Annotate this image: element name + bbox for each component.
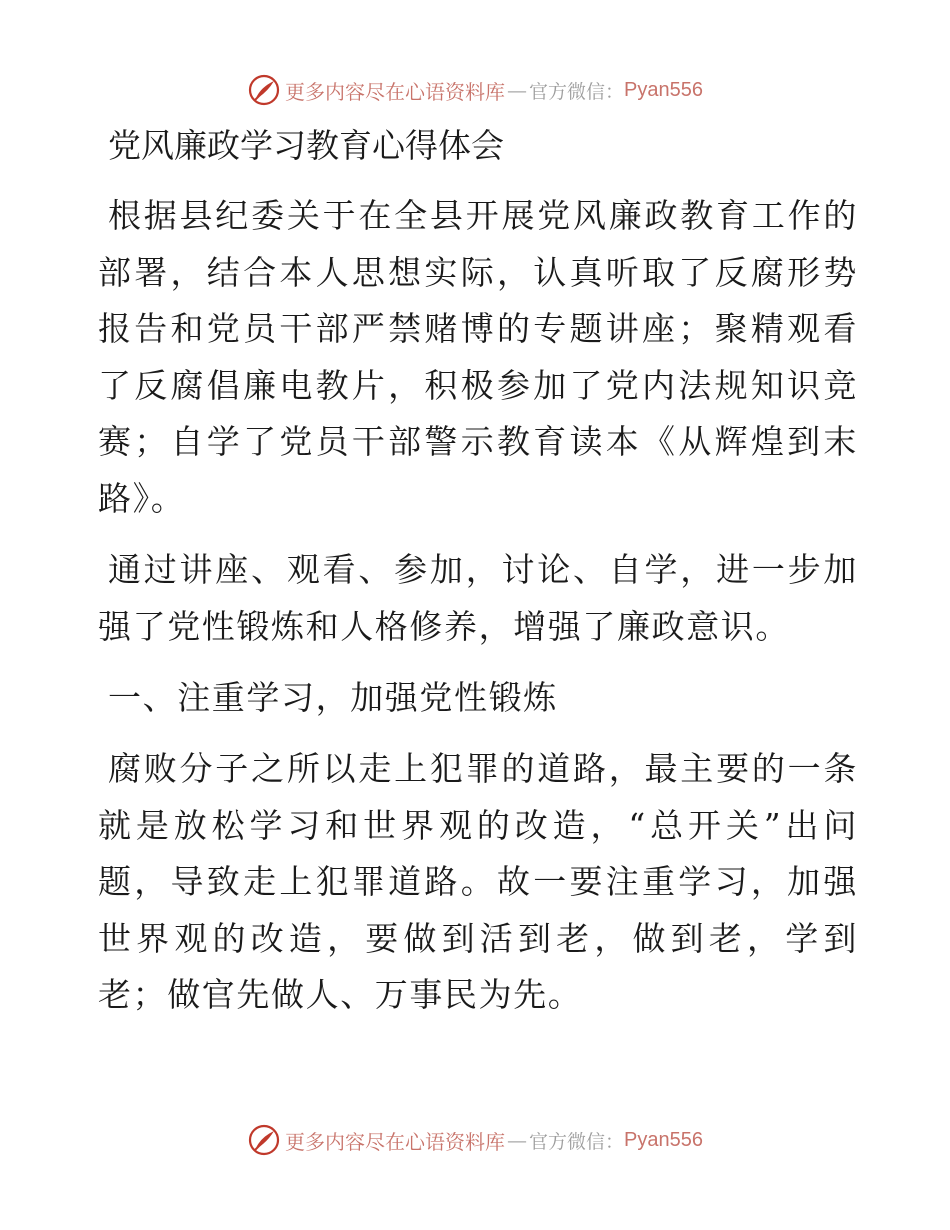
header-watermark-banner [0,70,950,110]
wechat-label: 官方微信： [529,1130,625,1153]
watermark-text: 更多内容尽在心语资料库 [285,79,505,104]
wechat-label: 官方微信： [529,80,625,103]
wechat-id: Pyan556 [624,1128,703,1151]
quill-pen-logo-icon [247,73,281,107]
quill-pen-logo-icon [247,1123,281,1157]
footer-watermark-banner [0,1120,950,1160]
watermark-separator: — [507,1128,527,1152]
watermark-separator: — [507,78,527,102]
section-heading: 一、注重学习，加强党性锻炼 [108,678,558,717]
paragraph-intro: 根据县纪委关于在全县开展党风廉政教育工作的部署，结合本人思想实际，认真听取了反腐形势报告和党员干部严禁赌博的专题讲座；聚精观看了反腐倡廉电教片，积极参加了党内法规知识竞赛；自学了党员干部警示教育读本《从辉煌到末路》。 [98,196,858,518]
document-body [98,118,858,1039]
wechat-id: Pyan556 [624,78,703,101]
watermark-text: 更多内容尽在心语资料库 [285,1129,505,1154]
paragraph-summary: 通过讲座、观看、参加，讨论、自学，进一步加强了党性锻炼和人格修养，增强了廉政意识。 [98,550,858,646]
paragraph-section-one: 腐败分子之所以走上犯罪的道路，最主要的一条就是放松学习和世界观的改造，“总开关”出问题，导致走上犯罪道路。故一要注重学习，加强世界观的改造，要做到活到老，做到老，学到老；做官先做人、万事民为先。 [98,749,858,1014]
document-title: 党风廉政学习教育心得体会 [108,126,504,165]
